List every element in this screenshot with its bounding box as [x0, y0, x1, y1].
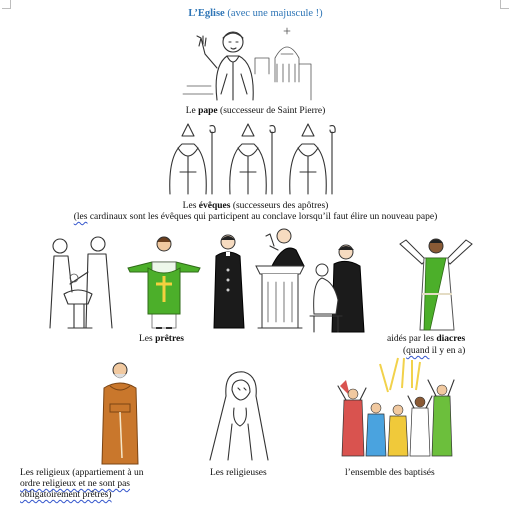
confession-illustration	[308, 240, 368, 334]
baptized-crowd-illustration	[332, 356, 462, 460]
altar-boy-illustration	[124, 232, 204, 332]
monk-illustration	[96, 360, 144, 466]
bishop-illustration	[160, 122, 340, 196]
religious-men-caption-line3: obligatoirement prêtres)	[20, 490, 112, 500]
deacons-caption: aidés par les diacres	[387, 334, 466, 344]
bishops-caption: Les évêques (successeurs des apôtres)	[182, 201, 329, 211]
baptism-illustration	[40, 232, 120, 330]
religious-women-caption: Les religieuses	[210, 468, 267, 478]
priests-caption: Les prêtres	[139, 334, 184, 344]
priest-cassock-illustration	[208, 232, 250, 332]
religious-men-caption-line2: ordre religieux et ne sont pas	[20, 479, 131, 489]
priest-preaching-illustration	[252, 226, 308, 332]
nun-illustration	[202, 368, 272, 462]
religious-men-caption-line1: Les religieux (appartiement à un	[20, 468, 144, 478]
baptized-caption: l’ensemble des baptisés	[345, 468, 435, 478]
bishops-note: (les cardinaux sont les évêques qui participent au conclave lorsqu’il faut élire un nouveau pape)	[73, 212, 438, 222]
deacons-note: (quand il y en a)	[403, 346, 466, 356]
page-title: L’Eglise (avec une majuscule !)	[188, 8, 323, 19]
pope-caption: Le pape (successeur de Saint Pierre)	[185, 106, 326, 116]
deacon-illustration	[396, 234, 476, 334]
pope-illustration	[183, 24, 313, 102]
